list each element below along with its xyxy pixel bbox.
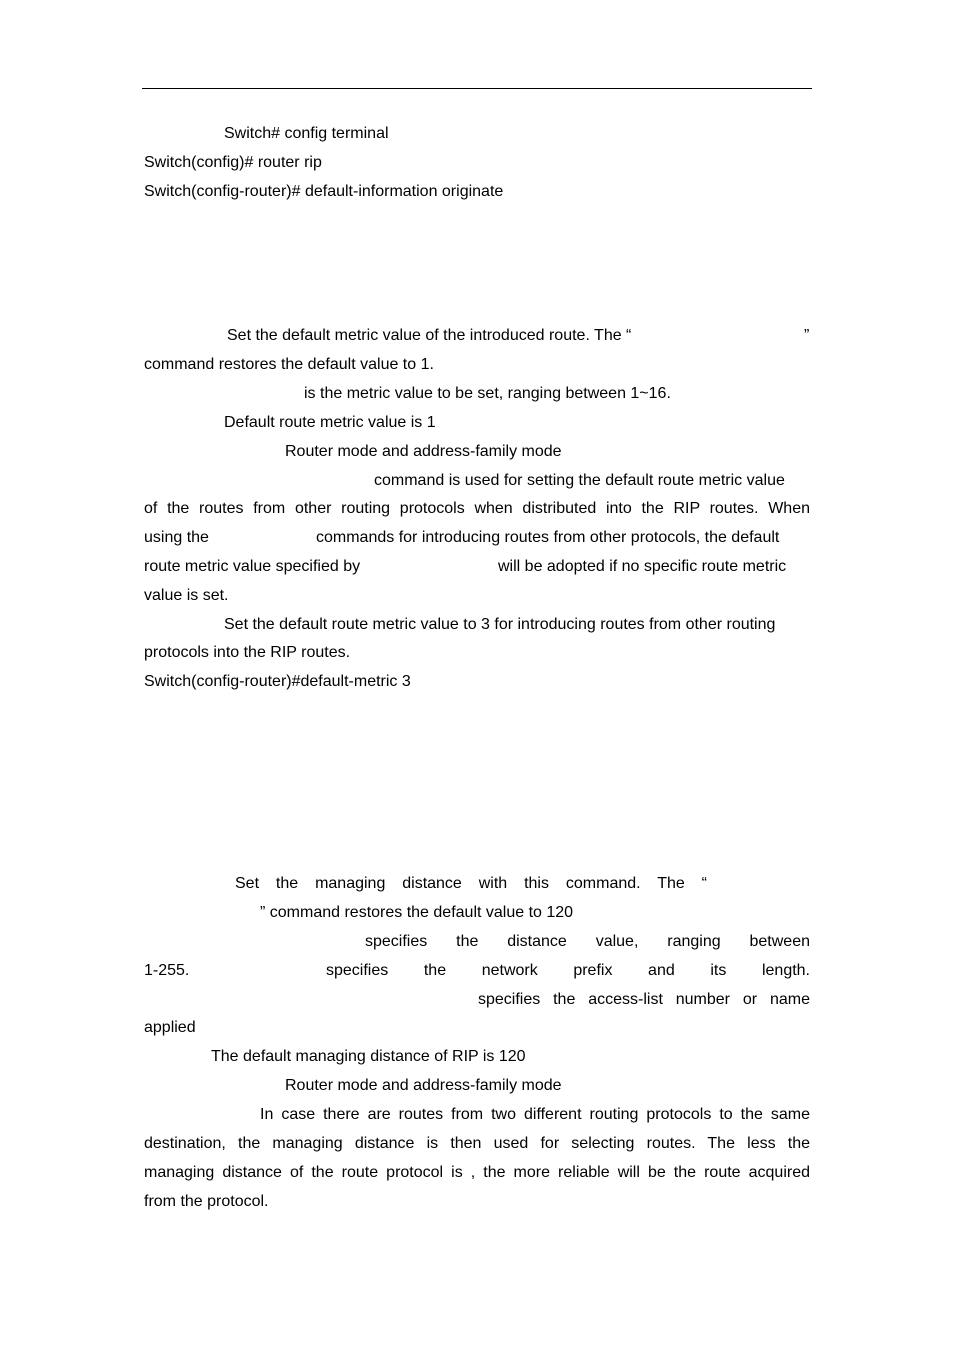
- header-rule: [142, 88, 812, 89]
- distance-function-text: Set the managing distance with this command. The “: [235, 875, 707, 892]
- metric-usage-line-5: value is set.: [144, 587, 229, 604]
- distance-function-restore: ” command restores the default value to 120: [260, 904, 574, 921]
- example-line-router-rip: Switch(config)# router rip: [144, 154, 322, 171]
- metric-parameter: is the metric value to be set, ranging between 1~16.: [304, 385, 671, 402]
- distance-usage-line-3: managing distance of the route protocol is , the more reliable will be the route acquired: [144, 1164, 810, 1181]
- metric-usage-line-4a: route metric value specified by: [144, 558, 361, 575]
- distance-parameter-range: 1-255.: [144, 962, 190, 979]
- metric-function-restore: command restores the default value to 1.: [144, 356, 434, 373]
- distance-usage-line-4: from the protocol.: [144, 1193, 269, 1210]
- distance-default: The default managing distance of RIP is 120: [211, 1048, 526, 1065]
- metric-command-mode: Router mode and address-family mode: [285, 443, 562, 460]
- metric-example-line-2: protocols into the RIP routes.: [144, 644, 351, 661]
- distance-usage-line-2: destination, the managing distance is then used for selecting routes. The less the: [144, 1135, 810, 1152]
- metric-function-text: Set the default metric value of the introduced route. The “: [227, 327, 632, 344]
- metric-usage-line-3b: commands for introducing routes from other protocols, the default: [316, 529, 780, 546]
- metric-function-closing-quote: ”: [804, 327, 810, 344]
- metric-default: Default route metric value is 1: [224, 414, 436, 431]
- metric-usage-line-2: of the routes from other routing protocols when distributed into the RIP routes. When: [144, 500, 810, 517]
- example-line-default-information: Switch(config-router)# default-information originate: [144, 183, 504, 200]
- distance-parameter-line-1: specifies the distance value, ranging between: [365, 933, 810, 950]
- distance-usage-line-1: In case there are routes from two different routing protocols to the same: [260, 1106, 810, 1123]
- distance-parameter-prefix: specifies the network prefix and its length.: [326, 962, 810, 979]
- example-line-config-terminal: Switch# config terminal: [224, 125, 389, 142]
- metric-example-line-1: Set the default route metric value to 3 for introducing routes from other routing: [224, 616, 776, 633]
- distance-parameter-applied: applied: [144, 1019, 196, 1036]
- metric-example-command: Switch(config-router)#default-metric 3: [144, 673, 411, 690]
- distance-parameter-access-list: specifies the access-list number or name: [478, 991, 810, 1008]
- distance-command-mode: Router mode and address-family mode: [285, 1077, 562, 1094]
- metric-usage-line-3a: using the: [144, 529, 209, 546]
- metric-usage-line-1: command is used for setting the default route metric value: [374, 472, 785, 489]
- metric-usage-line-4b: will be adopted if no specific route metric: [498, 558, 787, 575]
